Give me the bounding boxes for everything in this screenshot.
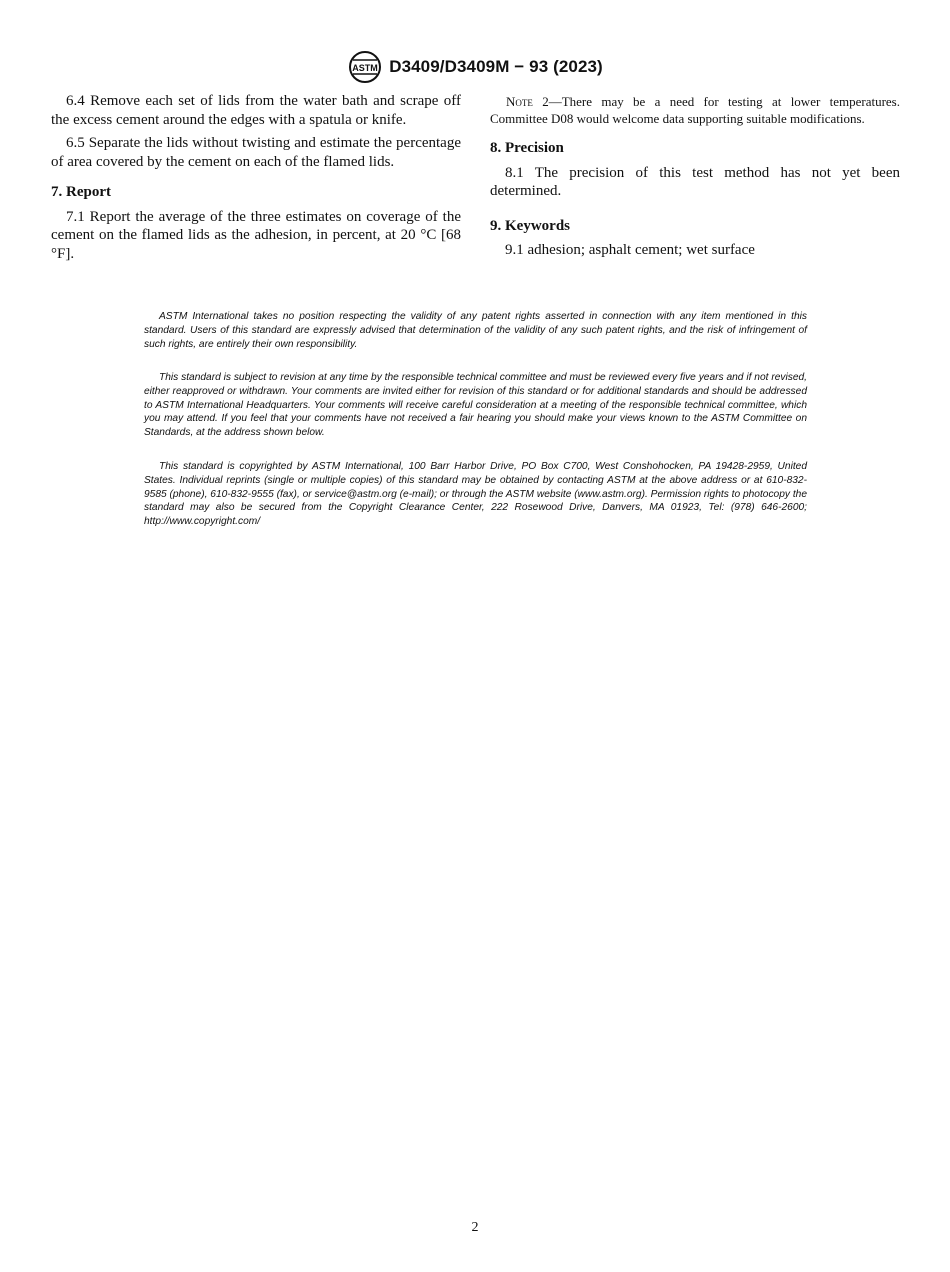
paragraph-6-4: 6.4 Remove each set of lids from the water bath and scrape off the excess cement around the edges with a spatula or knife. bbox=[51, 93, 461, 128]
note-text: —There may be a need for testing at lower temperatures. Committee D08 would welcome data supporting suitable modifications. bbox=[490, 94, 900, 126]
paragraph-8-1: 8.1 The precision of this test method has not yet been determined. bbox=[490, 164, 900, 199]
section-7-heading: 7. Report bbox=[51, 184, 111, 200]
revision-notice-text: This standard is subject to revision at any time by the responsible technical committee and must be reviewed every five years and if not revised, either reapproved or withdrawn. Your comments are invited either for revision of this standard or for additional standards and should be addressed to ASTM International Headquarters. Your comments will receive careful consideration at a meeting of the responsible technical committee, which you may attend. If you feel that your comments have not received a fair hearing you should make your views known to the ASTM Committee on Standards, at the address shown below. bbox=[144, 372, 807, 439]
patent-notice bbox=[144, 310, 807, 351]
section-8-heading: 8. Precision bbox=[490, 140, 564, 156]
paragraph-9-1: 9.1 adhesion; asphalt cement; wet surface bbox=[505, 242, 755, 258]
note-2 bbox=[490, 94, 900, 127]
patent-notice-text: ASTM International takes no position respecting the validity of any patent rights asserted in connection with any item mentioned in this standard. Users of this standard are expressly advised that determination of the validity of any such patent rights, and the risk of infringement of such rights, are entirely their own responsibility. bbox=[144, 311, 807, 350]
logo-label: ASTM bbox=[352, 63, 378, 73]
document-designation: D3409/D3409M − 93 (2023) bbox=[389, 57, 603, 76]
paragraph-6-5: 6.5 Separate the lids without twisting and estimate the percentage of area covered by the cement on each of the flamed lids. bbox=[51, 135, 461, 170]
astm-logo-icon bbox=[347, 50, 383, 84]
page-number: 2 bbox=[471, 1220, 479, 1235]
revision-notice bbox=[144, 371, 807, 440]
page-header bbox=[0, 50, 950, 84]
paragraph-7-1: 7.1 Report the average of the three estimates on coverage of the cement on the flamed lids as the adhesion, in percent, at 20 °C [68 °F]. bbox=[51, 208, 461, 262]
note-label: Note 2 bbox=[506, 94, 549, 109]
left-column bbox=[51, 92, 461, 268]
copyright-notice bbox=[144, 460, 807, 529]
right-column bbox=[490, 92, 900, 265]
section-9-heading: 9. Keywords bbox=[490, 217, 570, 234]
copyright-notice-text: This standard is copyrighted by ASTM International, 100 Barr Harbor Drive, PO Box C700, West Conshohocken, PA 19428-2959, United States. Individual reprints (single or multiple copies) of this standard may be obtained by contacting ASTM at the above address or at 610-832-9585 (phone), 610-832-9555 (fax), or service@astm.org (e-mail); or through the ASTM website (www.astm.org). Permission rights to photocopy the standard may also be secured from the Copyright Clearance Center, 222 Rosewood Drive, Danvers, MA 01923, Tel: (978) 646-2600; http://www.copyright.com/ bbox=[144, 461, 807, 528]
